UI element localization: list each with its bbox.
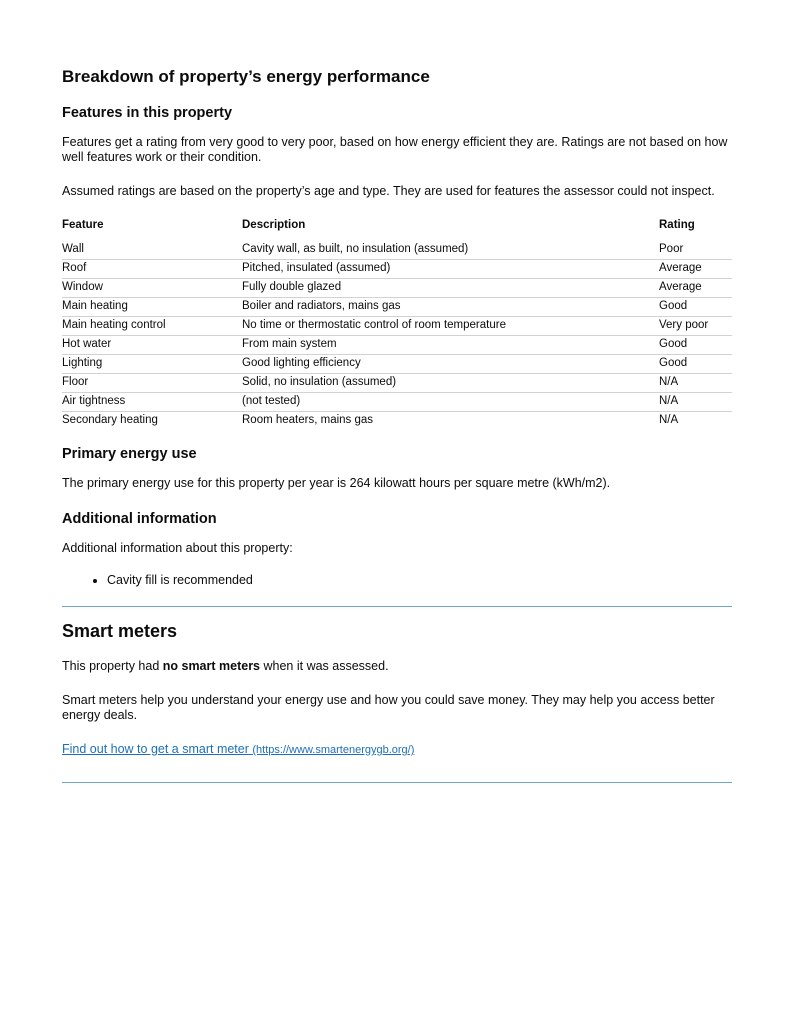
smart-meters-heading: Smart meters bbox=[62, 621, 178, 641]
rating-cell: N/A bbox=[659, 374, 732, 393]
smart-meter-link-paragraph bbox=[62, 742, 732, 758]
description-cell: Cavity wall, as built, no insulation (assumed) bbox=[242, 241, 659, 260]
description-cell: Room heaters, mains gas bbox=[242, 414, 374, 426]
additional-info-text: Additional information about this property: bbox=[62, 541, 293, 555]
smart-meters-status-text bbox=[62, 659, 732, 674]
column-header-feature: Feature bbox=[62, 219, 104, 231]
description-cell: (not tested) bbox=[242, 393, 659, 412]
smart-meter-link-url: (https://www.smartenergygb.org/) bbox=[252, 744, 415, 756]
feature-cell: Secondary heating bbox=[62, 414, 158, 426]
column-header-rating: Rating bbox=[659, 219, 695, 231]
description-cell: Pitched, insulated (assumed) bbox=[242, 260, 659, 279]
feature-cell: Main heating bbox=[62, 298, 242, 317]
description-cell: Fully double glazed bbox=[242, 279, 659, 298]
features-intro-text: Features get a rating from very good to very poor, based on how energy efficient they are. Ratings are not based on how well features work or their condition. bbox=[62, 135, 728, 164]
content bbox=[62, 66, 732, 783]
rating-cell: Good bbox=[659, 298, 732, 317]
primary-energy-heading: Primary energy use bbox=[62, 446, 197, 462]
feature-cell: Floor bbox=[62, 374, 242, 393]
features-heading: Features in this property bbox=[62, 105, 233, 121]
column-header-description: Description bbox=[242, 219, 306, 231]
description-cell: Solid, no insulation (assumed) bbox=[242, 374, 659, 393]
rating-cell: N/A bbox=[659, 393, 732, 412]
rating-cell: Poor bbox=[659, 241, 732, 260]
table-row bbox=[62, 412, 732, 431]
table-row bbox=[62, 355, 732, 374]
primary-energy-text: The primary energy use for this property per year is 264 kilowatt hours per square metre (kWh/m2). bbox=[62, 476, 611, 490]
smart-status-prefix: This property had bbox=[62, 659, 163, 673]
rating-cell: Very poor bbox=[659, 317, 732, 336]
list-item: • Cavity fill is recommended bbox=[107, 573, 732, 588]
feature-cell: Roof bbox=[62, 260, 242, 279]
table-row bbox=[62, 260, 732, 279]
features-table bbox=[62, 218, 732, 430]
rating-cell: Average bbox=[659, 260, 732, 279]
feature-cell: Main heating control bbox=[62, 317, 242, 336]
feature-cell: Wall bbox=[62, 241, 242, 260]
table-row bbox=[62, 374, 732, 393]
smart-meter-link-text: Find out how to get a smart meter bbox=[62, 742, 249, 756]
section-divider-bottom bbox=[62, 782, 732, 783]
feature-cell: Hot water bbox=[62, 336, 242, 355]
description-cell: Good lighting efficiency bbox=[242, 355, 659, 374]
additional-info-list bbox=[62, 573, 732, 588]
table-row bbox=[62, 393, 732, 412]
table-row bbox=[62, 336, 732, 355]
smart-status-bold: no smart meters bbox=[162, 659, 261, 673]
table-header-row bbox=[62, 218, 732, 241]
feature-cell: Air tightness bbox=[62, 393, 242, 412]
smart-status-suffix: when it was assessed. bbox=[260, 659, 389, 673]
description-cell: Boiler and radiators, mains gas bbox=[242, 298, 659, 317]
rating-cell: Average bbox=[659, 279, 732, 298]
rating-cell: Good bbox=[659, 336, 732, 355]
table-row bbox=[62, 317, 732, 336]
description-cell: No time or thermostatic control of room temperature bbox=[242, 317, 659, 336]
additional-info-heading: Additional information bbox=[62, 511, 217, 527]
section-divider bbox=[62, 606, 732, 607]
assumed-ratings-text: Assumed ratings are based on the property’s age and type. They are used for features the assessor could not inspect. bbox=[62, 184, 715, 198]
rating-cell: N/A bbox=[659, 414, 679, 426]
table-row bbox=[62, 241, 732, 260]
breakdown-heading: Breakdown of property’s energy performance bbox=[62, 67, 430, 86]
table-row bbox=[62, 298, 732, 317]
smart-meters-info-text: Smart meters help you understand your energy use and how you could save money. They may help you access better energy deals. bbox=[62, 693, 715, 722]
feature-cell: Window bbox=[62, 279, 242, 298]
description-cell: From main system bbox=[242, 336, 659, 355]
smart-meter-link[interactable] bbox=[62, 742, 414, 756]
table-row bbox=[62, 279, 732, 298]
feature-cell: Lighting bbox=[62, 355, 242, 374]
rating-cell: Good bbox=[659, 355, 732, 374]
